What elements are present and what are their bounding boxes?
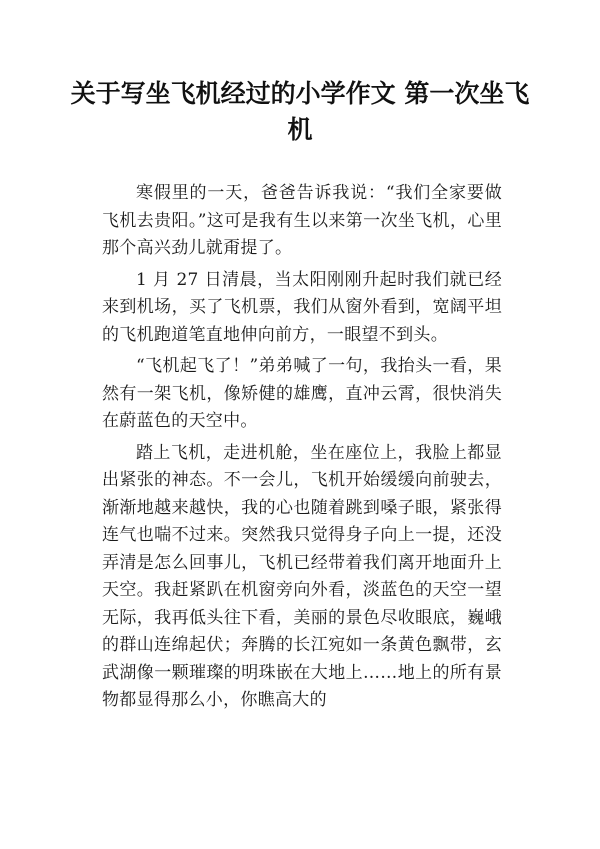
paragraph-1: 寒假里的一天，爸爸告诉我说：“我们全家要做飞机去贵阳。”这可是我有生以来第一次坐飞机，心里那个高兴劲儿就甭提了。 [102,183,502,258]
paragraph-2: 1 月 27 日清晨，当太阳刚刚升起时我们就已经来到机场，买了飞机票，我们从窗外看到，宽阔平坦的飞机跑道笔直地伸向前方，一眼望不到头。 [102,269,502,345]
document-body [102,180,502,719]
paragraph-4: 踏上飞机，走进机舱，坐在座位上，我脸上都显出紧张的神态。不一会儿，飞机开始缓缓向前驶去，渐渐地越来越快，我的心也随着跳到嗓子眼，紧张得连气也喘不过来。突然我只觉得身子向上一提，还没弄清是怎么回事儿，飞机已经带着我们离开地面升上天空。我赶紧趴在机窗旁向外看，淡蓝色的天空一望无际，我再低头往下看，美丽的景色尽收眼底，巍峨的群山连绵起伏；奔腾的长江宛如一条黄色飘带，玄武湖像一颗璀璨的明珠嵌在大地上……地上的所有景物都显得那么小，你瞧高大的 [102,442,502,710]
document-title: 关于写坐飞机经过的小学作文 第一次坐飞机 [70,79,530,144]
paragraph-3: “飞机起飞了！”弟弟喊了一句，我抬头一看，果然有一架飞机，像矫健的雄鹰，直冲云霄，很快消失在蔚蓝色的天空中。 [102,356,502,431]
